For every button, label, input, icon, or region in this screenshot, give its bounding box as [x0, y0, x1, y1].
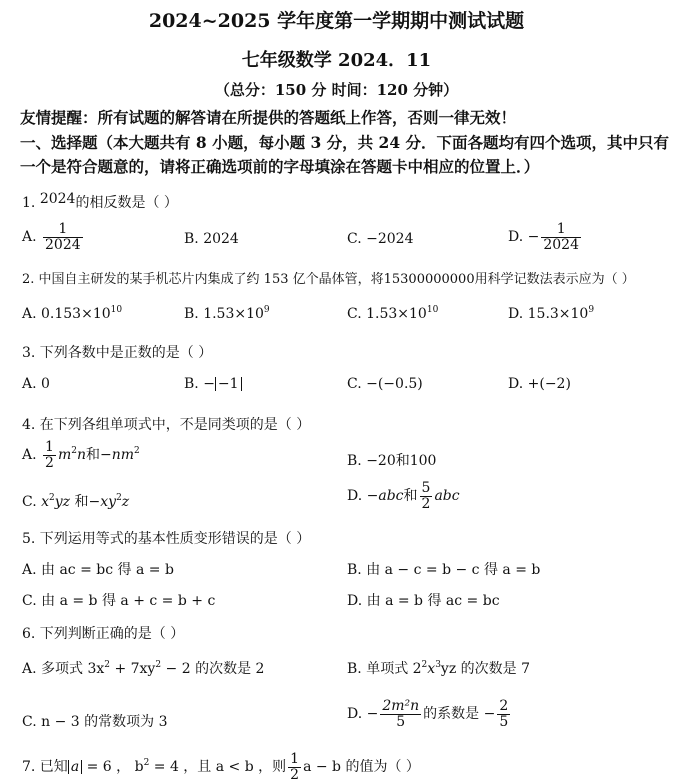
- q6-option-b: B. 单项式 $2^2x^3yz$ 的次数是 7: [347, 660, 531, 677]
- q2-option-a: A. $0.153\times 10^{10}$: [22, 305, 123, 322]
- question-1-stem: 1. 2024的相反数是（ ）: [22, 191, 178, 211]
- score-time-line: （总分：150 分 时间：120 分钟）: [214, 81, 459, 99]
- q3-option-c: C. −(−0.5): [347, 376, 423, 392]
- q1-option-a: A. $\frac{1}{2024}$: [22, 221, 81, 253]
- question-5-stem: 5. 下列运用等式的基本性质变形错误的是（ ）: [22, 531, 311, 547]
- section-heading-line1: 一、选择题（本大题共有 8 小题，每小题 3 分，共 24 分．下面各题均有四个选项，其中只有: [20, 133, 670, 152]
- q6-option-a: A. 多项式 $3x^2 + 7xy^2 - 2$ 的次数是 2: [22, 660, 265, 677]
- q3-option-d: D. +(−2): [508, 376, 571, 392]
- question-7-stem: 7. 已知 a = 6 ， $b^2 = 4$ ，且 a < b ，则 $\frac{1}{2}$ a − b 的值为（ ）: [22, 751, 420, 783]
- exam-subtitle: 七年级数学 2024．11: [241, 50, 432, 71]
- q1-option-b: B. 2024: [184, 231, 239, 247]
- question-3-stem: 3. 下列各数中是正数的是（ ）: [22, 345, 213, 361]
- q4-option-c: C. $x^2yz$ 和$-xy^2z$: [22, 493, 130, 510]
- q4-option-a: A. $\frac{1}{2}$ $m^2n$和$-nm^2$: [22, 439, 140, 471]
- notice: 友情提醒：所有试题的解答请在所提供的答题纸上作答，否则一律无效！: [20, 108, 517, 127]
- question-6-stem: 6. 下列判断正确的是（ ）: [22, 626, 185, 642]
- q4-option-d: D. −abc和 $\frac{5}{2}$ abc: [347, 480, 460, 512]
- q2-option-c: C. $1.53\times 10^{10}$: [347, 305, 439, 322]
- q1-option-d: D. − $\frac{1}{2024}$: [508, 221, 579, 253]
- q5-option-c: C. 由 a = b 得 a + c = b + c: [22, 593, 216, 609]
- q6-option-d: D. − $\frac{\text{2m²n}}{5}$ 的系数是 − $\frac{2}{5}$: [347, 698, 509, 730]
- q5-option-b: B. 由 a − c = b − c 得 a = b: [347, 562, 541, 578]
- exam-title: 2024~2025 学年度第一学期期中测试试题: [148, 10, 525, 32]
- section-heading-line2: 一个是符合题意的，请将正确选项前的字母填涂在答题卡中相应的位置上．）: [20, 157, 540, 176]
- q3-option-b: B. − −1: [184, 376, 242, 392]
- question-4-stem: 4. 在下列各组单项式中，不是同类项的是（ ）: [22, 417, 311, 433]
- q1-option-c: C. −2024: [347, 231, 414, 247]
- q2-option-b: B. $1.53\times 10^9$: [184, 305, 270, 322]
- q4-option-b: B. −20和100: [347, 453, 437, 469]
- q5-option-d: D. 由 a = b 得 ac = bc: [347, 593, 500, 609]
- q2-option-d: D. $15.3\times 10^9$: [508, 305, 595, 322]
- question-2-stem: 2. 中国自主研发的某手机芯片内集成了约 153 亿个晶体管，将15300000000用科学记数法表示应为（ ）: [22, 272, 635, 287]
- q3-option-a: A. 0: [22, 376, 50, 392]
- q5-option-a: A. 由 ac = bc 得 a = b: [22, 562, 174, 578]
- q6-option-c: C. n − 3 的常数项为 3: [22, 714, 168, 730]
